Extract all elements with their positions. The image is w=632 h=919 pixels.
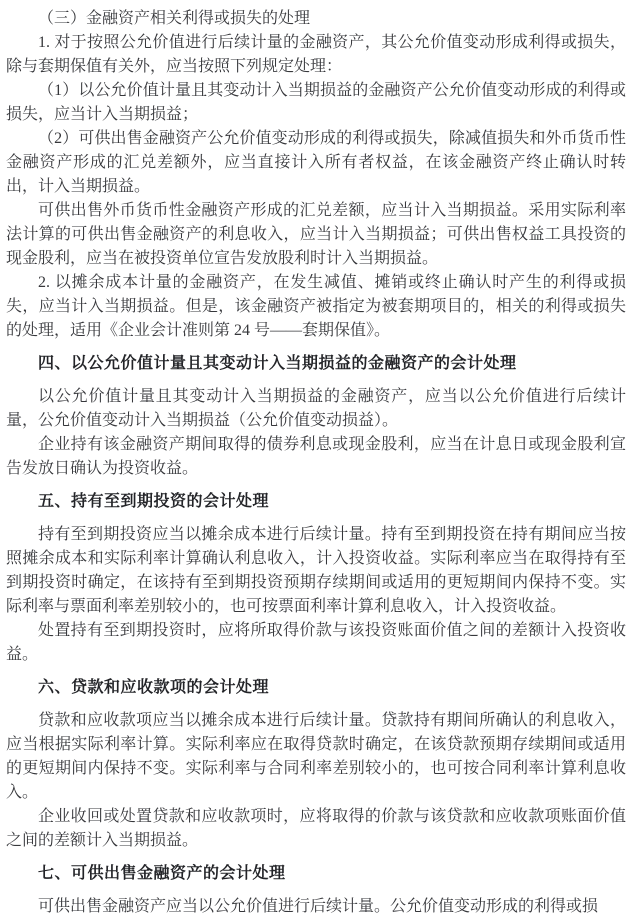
paragraph-loans-receivables-measurement: 贷款和应收款项应当以摊余成本进行后续计量。贷款持有期间所确认的利息收入，应当根据实际利率计算。实际利率应在取得贷款时确定，在该贷款预期存续期间或适用的更短期间内保持不变。实际利率与合同利率差别较小的，也可按合同利率计算利息收入。 bbox=[6, 712, 626, 801]
paragraph-htm-measurement: 持有至到期投资应当以摊余成本进行后续计量。持有至到期投资在持有期间应当按照摊余成本和实际利率计算确认利息收入，计入投资收益。实际利率应当在取得持有至到期投资时确定，在该持有至到期投资预期存续期间或适用的更短期间内保持不变。实际利率与票面利率差别较小的，也可按票面利率计算利息收入，计入投资收益。 bbox=[6, 526, 626, 615]
paragraph-htm-disposal: 处置持有至到期投资时，应将所取得价款与该投资账面价值之间的差额计入投资收益。 bbox=[6, 622, 626, 663]
paragraph-item1-sub2: （2）可供出售金融资产公允价值变动形成的利得或损失，除减值损失和外币货币性金融资产形成的汇兑差额外，应当直接计入所有者权益，在该金融资产终止确认时转出，计入当期损益。 bbox=[6, 130, 626, 195]
paragraph-afs-exchange-difference: 可供出售外币货币性金融资产形成的汇兑差额，应当计入当期损益。采用实际利率法计算的可供出售金融资产的利息收入，应当计入当期损益；可供出售权益工具投资的现金股利，应当在被投资单位宣告发放股利时计入当期损益。 bbox=[6, 202, 626, 267]
paragraph-fvtpl-measurement: 以公允价值计量且其变动计入当期损益的金融资产，应当以公允价值进行后续计量，公允价值变动计入当期损益（公允价值变动损益）。 bbox=[6, 388, 626, 429]
paragraph-item1-sub1: （1）以公允价值计量且其变动计入当期损益的金融资产公允价值变动形成的利得或损失，应当计入当期损益； bbox=[6, 82, 626, 123]
section-heading-four: 四、以公允价值计量且其变动计入当期损益的金融资产的会计处理 bbox=[38, 355, 517, 372]
paragraph-gains-losses-subtitle: （三）金融资产相关利得或损失的处理 bbox=[38, 10, 311, 27]
paragraph-afs-measurement: 可供出售金融资产应当以公允价值进行后续计量。公允价值变动形成的利得或损 bbox=[38, 898, 599, 915]
paragraph-interest-dividend-income: 企业持有该金融资产期间取得的债券利息或现金股利，应当在计息日或现金股利宣告发放日确认为投资收益。 bbox=[6, 436, 626, 477]
paragraph-item2-amortized-cost: 2. 以摊余成本计量的金融资产，在发生减值、摊销或终止确认时产生的利得或损失，应当计入当期损益。但是，该金融资产被指定为被套期项目的，相关的利得或损失的处理，适用《企业会计准则第 24 号——套期保值》。 bbox=[6, 274, 626, 339]
paragraph-item1-fair-value: 1. 对于按照公允价值进行后续计量的金融资产，其公允价值变动形成利得或损失，除与套期保值有关外，应当按照下列规定处理： bbox=[6, 34, 626, 75]
section-heading-seven: 七、可供出售金融资产的会计处理 bbox=[38, 865, 286, 882]
section-heading-five: 五、持有至到期投资的会计处理 bbox=[38, 493, 270, 510]
paragraph-loans-receivables-disposal: 企业收回或处置贷款和应收款项时，应将取得的价款与该贷款和应收款项账面价值之间的差额计入当期损益。 bbox=[6, 808, 626, 849]
section-heading-six: 六、贷款和应收款项的会计处理 bbox=[38, 679, 270, 696]
